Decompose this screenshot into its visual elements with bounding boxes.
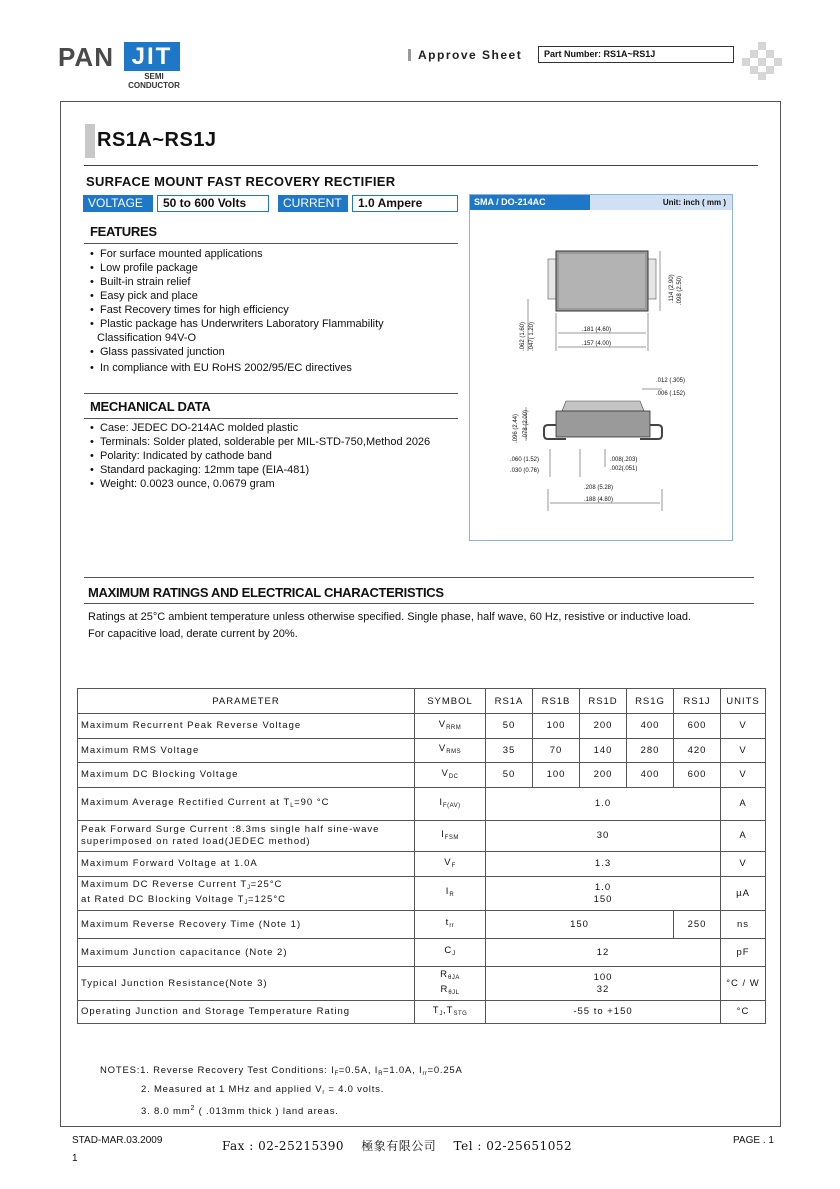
- unit-cell: A: [721, 821, 766, 852]
- symbol-cell: [415, 739, 486, 763]
- current-value: 1.0 Ampere: [352, 195, 458, 212]
- table-row: [78, 714, 766, 739]
- header-rs1b: RS1B: [533, 689, 580, 714]
- value-cell: 1.3: [486, 852, 721, 877]
- features-rule: [84, 243, 458, 244]
- symbol-cell: [415, 714, 486, 739]
- symbol-text: ,T: [443, 1004, 454, 1016]
- note-text: =0.5A, I: [338, 1065, 379, 1076]
- param-cell: Maximum RMS Voltage: [78, 739, 415, 763]
- feature-item: • Plastic package has Underwriters Laboratory Flammability: [90, 317, 460, 331]
- note-text: NOTES:1. Reverse Recovery Test Conditions: I: [100, 1065, 335, 1076]
- unit-cell: A: [721, 788, 766, 821]
- symbol-sub: RRM: [446, 724, 462, 731]
- param-sub: J: [247, 884, 251, 891]
- symbol-cell: [415, 852, 486, 877]
- logo-pan: PAN: [58, 42, 114, 72]
- symbol-sub: STG: [453, 1010, 468, 1017]
- package-unit: Unit: inch ( mm ): [662, 198, 726, 207]
- feature-item-continued: Classification 94V-O: [97, 332, 197, 344]
- symbol-cell: [415, 1001, 486, 1024]
- dim-d12: .030 (0.76): [510, 468, 540, 474]
- features-list: [90, 247, 460, 375]
- param-line-1: [81, 879, 414, 894]
- symbol-text: T: [432, 1004, 440, 1016]
- symbol-sub: DC: [448, 773, 459, 780]
- param-sub: L: [290, 802, 295, 809]
- unit-cell: µA: [721, 877, 766, 911]
- value-line-2: 32: [596, 983, 610, 995]
- note-2: [100, 1082, 463, 1101]
- dim-d9: .096 (2.44): [513, 413, 519, 443]
- symbol-sub: J: [452, 951, 456, 957]
- current-label: CURRENT: [278, 195, 348, 212]
- note-sup: 2: [190, 1105, 196, 1112]
- value-cell: 140: [580, 739, 627, 763]
- dim-d16: .188 (4.80): [584, 497, 614, 503]
- param-cell: [78, 821, 415, 852]
- header-symbol: SYMBOL: [415, 689, 486, 714]
- value-cell: 70: [533, 739, 580, 763]
- symbol-text: I: [445, 886, 450, 897]
- param-text-end: =25°C: [250, 878, 283, 890]
- symbol-text: R: [440, 968, 449, 980]
- voltage-value: 50 to 600 Volts: [157, 195, 269, 212]
- unit-cell: V: [721, 763, 766, 788]
- ratings-rule-top: [84, 577, 754, 578]
- param-line-2: [81, 894, 414, 909]
- decorative-checker-icon: [742, 42, 782, 80]
- symbol-sub: RMS: [446, 749, 462, 755]
- dim-d2: .098 (2.50): [677, 275, 683, 305]
- dim-d5: .181 (4.60): [582, 327, 612, 333]
- dim-d4: .047( 1.20): [529, 321, 535, 351]
- note-text: =1.0A, I: [383, 1065, 423, 1076]
- footer-contact: Fax : 02-25215390 極象有限公司 Tel : 02-25651052: [222, 1139, 573, 1153]
- logo-conductor-text: CONDUCTOR: [128, 81, 180, 90]
- value-cell: 250: [674, 911, 721, 939]
- param-line-2: superimposed on rated load(JEDEC method): [81, 836, 311, 847]
- ratings-condition-2: For capacitive load, derate current by 20%.: [88, 628, 298, 640]
- note-1: [100, 1063, 463, 1082]
- logo-semiconductor: [124, 72, 184, 90]
- symbol-text: t: [445, 917, 450, 928]
- footer-doc-code: STAD-MAR.03.2009: [72, 1135, 163, 1146]
- symbol-cell: [415, 788, 486, 821]
- symbol-text: V: [438, 718, 447, 730]
- mechanical-item: • Case: JEDEC DO-214AC molded plastic: [90, 421, 460, 435]
- table-row: [78, 821, 766, 852]
- value-cell: 400: [627, 714, 674, 739]
- header-rs1g: RS1G: [627, 689, 674, 714]
- param-cell: Maximum Forward Voltage at 1.0A: [78, 852, 415, 877]
- value-cell: 50: [486, 763, 533, 788]
- value-cell: 12: [486, 939, 721, 967]
- part-number-box: Part Number: RS1A~RS1J: [538, 46, 734, 63]
- feature-item: • Fast Recovery times for high efficiency: [90, 303, 460, 317]
- symbol-sub: F(AV): [442, 802, 461, 809]
- table-row: [78, 788, 766, 821]
- param-cell: [78, 788, 415, 821]
- approve-marker: [408, 49, 411, 61]
- dim-d14: .002(.051): [610, 466, 638, 472]
- value-cell: 400: [627, 763, 674, 788]
- value-cell: [486, 877, 721, 911]
- feature-item: • Glass passivated junction: [90, 345, 460, 359]
- logo-semi-text: SEMI: [144, 72, 164, 81]
- value-cell: 1.0: [486, 788, 721, 821]
- product-subtitle: SURFACE MOUNT FAST RECOVERY RECTIFIER: [86, 174, 396, 189]
- dim-d13: .008(.203): [610, 457, 638, 463]
- note-text: ( .013mm thick ) land areas.: [195, 1106, 339, 1118]
- dim-d11: .060 (1.52): [510, 457, 540, 463]
- ratings-table: [77, 688, 766, 1024]
- ratings-rule: [84, 603, 754, 604]
- value-cell: 100: [533, 714, 580, 739]
- feature-item: • Low profile package: [90, 261, 460, 275]
- symbol-sub: θJA: [448, 974, 460, 981]
- symbol-sub: J: [439, 1010, 443, 1017]
- value-cell: 30: [486, 821, 721, 852]
- unit-cell: pF: [721, 939, 766, 967]
- panjit-logo: [58, 42, 188, 90]
- symbol-cell: [415, 877, 486, 911]
- symbol-cell: [415, 821, 486, 852]
- notes-block: [100, 1063, 463, 1119]
- table-row: [78, 1001, 766, 1024]
- note-text: =0.25A: [427, 1065, 463, 1076]
- mechanical-rule: [84, 418, 458, 419]
- symbol-sub: FSM: [444, 834, 459, 841]
- value-cell: [486, 967, 721, 1001]
- symbol-cell: [415, 763, 486, 788]
- unit-cell: V: [721, 852, 766, 877]
- ratings-heading: MAXIMUM RATINGS AND ELECTRICAL CHARACTERISTICS: [88, 585, 444, 600]
- param-text-end: =90 °C: [294, 796, 330, 808]
- symbol-cell: [415, 939, 486, 967]
- param-cell: Maximum Junction capacitance (Note 2): [78, 939, 415, 967]
- header-rs1a: RS1A: [486, 689, 533, 714]
- page-title: RS1A~RS1J: [97, 129, 217, 151]
- symbol-text: R: [440, 983, 449, 995]
- param-text: Maximum Average Rectified Current at T: [81, 796, 291, 808]
- features-heading: FEATURES: [90, 224, 157, 239]
- dim-d7: .012 (.305): [656, 378, 686, 384]
- note-3: [100, 1101, 463, 1119]
- package-name: SMA / DO-214AC: [470, 195, 590, 210]
- param-text: at Rated DC Blocking Voltage T: [81, 893, 245, 905]
- symbol-text: I: [441, 828, 445, 840]
- table-row: [78, 939, 766, 967]
- unit-cell: °C / W: [721, 967, 766, 1001]
- param-cell: [78, 877, 415, 911]
- value-line-1: 1.0: [594, 881, 612, 893]
- value-cell: 600: [674, 763, 721, 788]
- note-text: 3. 8.0 mm: [141, 1106, 191, 1118]
- mechanical-list: [90, 421, 460, 491]
- note-text: = 4.0 volts.: [324, 1084, 385, 1095]
- header-rs1j: RS1J: [674, 689, 721, 714]
- symbol-text: V: [441, 767, 449, 779]
- param-text: Maximum DC Reverse Current T: [81, 878, 248, 890]
- mechanical-item: • Weight: 0.0023 ounce, 0.0679 gram: [90, 477, 460, 491]
- dim-d10: .078 (2.00): [523, 409, 529, 439]
- symbol-text: V: [438, 743, 447, 754]
- symbol-cell: [415, 911, 486, 939]
- mechanical-item: • Terminals: Solder plated, solderable per MIL-STD-750,Method 2026: [90, 435, 460, 449]
- param-sub: J: [244, 899, 248, 906]
- mechanical-item: • Polarity: Indicated by cathode band: [90, 449, 460, 463]
- mechanical-item: • Standard packaging: 12mm tape (EIA-481): [90, 463, 460, 477]
- value-line-1: 100: [593, 971, 613, 983]
- title-tab: [85, 124, 95, 158]
- mechanical-heading: MECHANICAL DATA: [90, 399, 211, 414]
- value-cell: 200: [580, 763, 627, 788]
- symbol-sub: F: [451, 862, 456, 869]
- feature-item: • Easy pick and place: [90, 289, 460, 303]
- table-row: [78, 739, 766, 763]
- value-cell: 50: [486, 714, 533, 739]
- unit-cell: V: [721, 739, 766, 763]
- symbol-sub: R: [449, 892, 455, 898]
- note-sub: R: [378, 1071, 384, 1077]
- symbol-line-2: [415, 984, 485, 999]
- unit-cell: V: [721, 714, 766, 739]
- symbol-text: V: [444, 856, 452, 868]
- param-cell: Typical Junction Resistance(Note 3): [78, 967, 415, 1001]
- package-drawing-panel: [469, 194, 733, 541]
- note-sub: r: [322, 1090, 325, 1096]
- symbol-text: C: [444, 945, 453, 956]
- symbol-line-1: [415, 969, 485, 984]
- param-line-1: Peak Forward Surge Current :8.3ms single half sine-wave: [81, 824, 380, 835]
- symbol-text: I: [439, 796, 443, 808]
- value-cell: 600: [674, 714, 721, 739]
- value-line-2: 150: [593, 893, 613, 905]
- unit-cell: ns: [721, 911, 766, 939]
- value-cell: 150: [486, 911, 674, 939]
- header-rs1d: RS1D: [580, 689, 627, 714]
- table-header-row: [78, 689, 766, 714]
- symbol-sub: θJL: [448, 989, 460, 996]
- symbol-cell: [415, 967, 486, 1001]
- value-cell: 100: [533, 763, 580, 788]
- param-cell: Maximum DC Blocking Voltage: [78, 763, 415, 788]
- value-cell: 35: [486, 739, 533, 763]
- package-outline-drawing: [470, 211, 732, 541]
- logo-jit: JIT: [124, 42, 180, 71]
- dim-d3: .062 (1.60): [520, 321, 526, 351]
- note-sub: rr: [422, 1071, 428, 1077]
- approve-sheet-label: Approve Sheet: [418, 48, 523, 62]
- footer-page-label: PAGE . 1: [733, 1135, 774, 1146]
- param-cell: Operating Junction and Storage Temperature Rating: [78, 1001, 415, 1024]
- header-parameter: PARAMETER: [78, 689, 415, 714]
- header-units: UNITS: [721, 689, 766, 714]
- dim-d6: .157 (4.00): [582, 341, 612, 347]
- feature-item: • Built-in strain relief: [90, 275, 460, 289]
- table-row: [78, 877, 766, 911]
- ratings-condition-1: Ratings at 25°C ambient temperature unless otherwise specified. Single phase, half wave, 60 Hz, resistive or inductive load.: [88, 611, 691, 623]
- table-row: [78, 967, 766, 1001]
- value-cell: -55 to +150: [486, 1001, 721, 1024]
- mechanical-rule-top: [84, 393, 458, 394]
- note-sub: F: [334, 1071, 339, 1077]
- package-header: [470, 195, 732, 210]
- value-cell: 200: [580, 714, 627, 739]
- dim-d8: .006 (.152): [656, 391, 686, 397]
- note-text: 2. Measured at 1 MHz and applied V: [141, 1084, 323, 1095]
- value-cell: 420: [674, 739, 721, 763]
- param-cell: Maximum Reverse Recovery Time (Note 1): [78, 911, 415, 939]
- value-cell: 280: [627, 739, 674, 763]
- dim-d1: .114 (2.90): [669, 274, 675, 303]
- symbol-sub: rr: [449, 923, 455, 929]
- feature-item: • For surface mounted applications: [90, 247, 460, 261]
- footer-page-number: 1: [72, 1153, 78, 1164]
- title-rule: [84, 165, 758, 166]
- table-row: [78, 911, 766, 939]
- feature-item: • In compliance with EU RoHS 2002/95/EC directives: [90, 361, 460, 375]
- param-text-end: =125°C: [247, 893, 286, 905]
- dim-d15: .208 (5.28): [584, 485, 614, 491]
- voltage-label: VOLTAGE: [83, 195, 153, 212]
- table-row: [78, 852, 766, 877]
- param-cell: Maximum Recurrent Peak Reverse Voltage: [78, 714, 415, 739]
- table-row: [78, 763, 766, 788]
- unit-cell: °C: [721, 1001, 766, 1024]
